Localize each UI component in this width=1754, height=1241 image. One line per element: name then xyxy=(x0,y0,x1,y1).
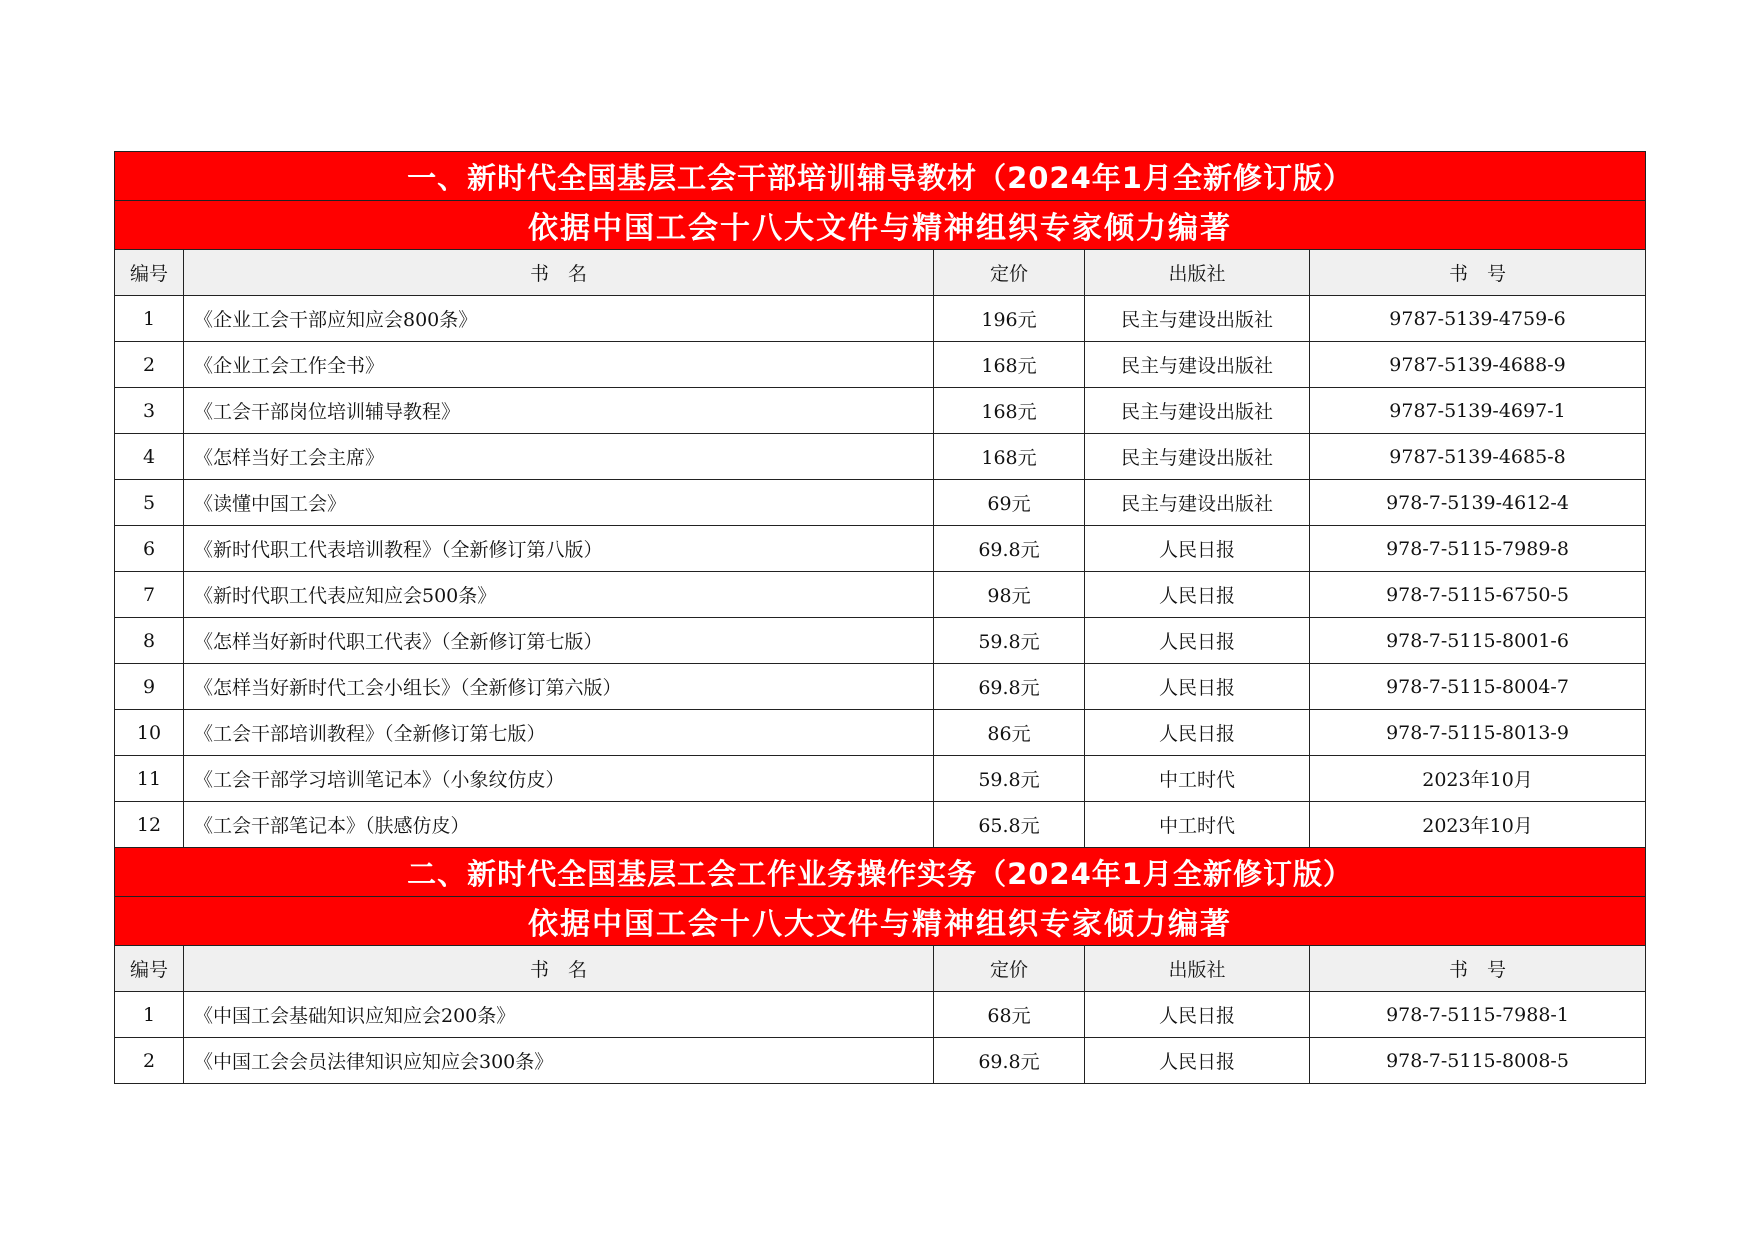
table-row xyxy=(115,802,1646,848)
cell-price: 68元 xyxy=(934,992,1085,1038)
cell-number: 9 xyxy=(115,664,184,710)
cell-number: 1 xyxy=(115,296,184,342)
table-row xyxy=(115,434,1646,480)
cell-isbn: 2023年10月 xyxy=(1310,802,1646,848)
table-row xyxy=(115,1038,1646,1084)
section-subtitle: 依据中国工会十八大文件与精神组织专家倾力编著 xyxy=(115,201,1646,250)
cell-number: 11 xyxy=(115,756,184,802)
cell-publisher: 人民日报 xyxy=(1085,664,1310,710)
cell-number: 7 xyxy=(115,572,184,618)
cell-number: 5 xyxy=(115,480,184,526)
cell-isbn: 2023年10月 xyxy=(1310,756,1646,802)
table-row xyxy=(115,710,1646,756)
column-header-row xyxy=(115,250,1646,296)
cell-book-title: 《工会干部岗位培训辅导教程》 xyxy=(184,388,934,434)
cell-publisher: 人民日报 xyxy=(1085,992,1310,1038)
cell-book-title: 《企业工会工作全书》 xyxy=(184,342,934,388)
table-row xyxy=(115,992,1646,1038)
table-row xyxy=(115,572,1646,618)
cell-price: 69.8元 xyxy=(934,1038,1085,1084)
cell-book-title: 《新时代职工代表应知应会500条》 xyxy=(184,572,934,618)
cell-price: 98元 xyxy=(934,572,1085,618)
header-number: 编号 xyxy=(115,946,184,992)
cell-isbn: 978-7-5115-8004-7 xyxy=(1310,664,1646,710)
cell-publisher: 民主与建设出版社 xyxy=(1085,480,1310,526)
table-row xyxy=(115,618,1646,664)
cell-isbn: 9787-5139-4685-8 xyxy=(1310,434,1646,480)
section-title-row xyxy=(115,848,1646,897)
cell-isbn: 978-7-5115-6750-5 xyxy=(1310,572,1646,618)
cell-isbn: 9787-5139-4697-1 xyxy=(1310,388,1646,434)
table-row xyxy=(115,342,1646,388)
cell-price: 86元 xyxy=(934,710,1085,756)
section-title: 一、新时代全国基层工会干部培训辅导教材（2024年1月全新修订版） xyxy=(115,152,1646,201)
cell-book-title: 《中国工会会员法律知识应知应会300条》 xyxy=(184,1038,934,1084)
table-row xyxy=(115,756,1646,802)
cell-book-title: 《新时代职工代表培训教程》（全新修订第八版） xyxy=(184,526,934,572)
header-price: 定价 xyxy=(934,250,1085,296)
table-row xyxy=(115,526,1646,572)
cell-book-title: 《工会干部培训教程》（全新修订第七版） xyxy=(184,710,934,756)
table-row xyxy=(115,388,1646,434)
cell-publisher: 中工时代 xyxy=(1085,802,1310,848)
cell-price: 69.8元 xyxy=(934,526,1085,572)
cell-number: 10 xyxy=(115,710,184,756)
cell-number: 1 xyxy=(115,992,184,1038)
cell-isbn: 978-7-5115-8001-6 xyxy=(1310,618,1646,664)
cell-price: 69.8元 xyxy=(934,664,1085,710)
cell-book-title: 《工会干部笔记本》（肤感仿皮） xyxy=(184,802,934,848)
table-row xyxy=(115,664,1646,710)
cell-book-title: 《怎样当好工会主席》 xyxy=(184,434,934,480)
cell-publisher: 人民日报 xyxy=(1085,710,1310,756)
header-publisher: 出版社 xyxy=(1085,946,1310,992)
cell-book-title: 《怎样当好新时代职工代表》（全新修订第七版） xyxy=(184,618,934,664)
cell-price: 196元 xyxy=(934,296,1085,342)
cell-price: 59.8元 xyxy=(934,756,1085,802)
section-subtitle-row xyxy=(115,897,1646,946)
table-row xyxy=(115,480,1646,526)
column-header-row xyxy=(115,946,1646,992)
cell-number: 2 xyxy=(115,1038,184,1084)
cell-number: 6 xyxy=(115,526,184,572)
cell-book-title: 《读懂中国工会》 xyxy=(184,480,934,526)
cell-isbn: 978-7-5115-8008-5 xyxy=(1310,1038,1646,1084)
header-publisher: 出版社 xyxy=(1085,250,1310,296)
cell-isbn: 978-7-5115-7989-8 xyxy=(1310,526,1646,572)
cell-number: 2 xyxy=(115,342,184,388)
cell-isbn: 978-7-5115-7988-1 xyxy=(1310,992,1646,1038)
table-row xyxy=(115,296,1646,342)
cell-price: 168元 xyxy=(934,434,1085,480)
cell-publisher: 民主与建设出版社 xyxy=(1085,342,1310,388)
cell-number: 4 xyxy=(115,434,184,480)
cell-isbn: 9787-5139-4688-9 xyxy=(1310,342,1646,388)
section-subtitle-row xyxy=(115,201,1646,250)
cell-publisher: 人民日报 xyxy=(1085,1038,1310,1084)
cell-number: 3 xyxy=(115,388,184,434)
cell-publisher: 民主与建设出版社 xyxy=(1085,296,1310,342)
cell-publisher: 中工时代 xyxy=(1085,756,1310,802)
section-title-row xyxy=(115,152,1646,201)
catalog-sheet xyxy=(114,151,1645,1084)
cell-publisher: 民主与建设出版社 xyxy=(1085,434,1310,480)
cell-publisher: 人民日报 xyxy=(1085,526,1310,572)
catalog-body xyxy=(115,152,1646,1084)
cell-price: 69元 xyxy=(934,480,1085,526)
cell-publisher: 人民日报 xyxy=(1085,572,1310,618)
cell-publisher: 民主与建设出版社 xyxy=(1085,388,1310,434)
cell-price: 59.8元 xyxy=(934,618,1085,664)
cell-isbn: 978-7-5115-8013-9 xyxy=(1310,710,1646,756)
cell-isbn: 978-7-5139-4612-4 xyxy=(1310,480,1646,526)
cell-price: 168元 xyxy=(934,342,1085,388)
cell-number: 12 xyxy=(115,802,184,848)
cell-book-title: 《企业工会干部应知应会800条》 xyxy=(184,296,934,342)
header-price: 定价 xyxy=(934,946,1085,992)
section-title: 二、新时代全国基层工会工作业务操作实务（2024年1月全新修订版） xyxy=(115,848,1646,897)
header-isbn: 书 号 xyxy=(1310,250,1646,296)
header-number: 编号 xyxy=(115,250,184,296)
cell-book-title: 《怎样当好新时代工会小组长》（全新修订第六版） xyxy=(184,664,934,710)
cell-publisher: 人民日报 xyxy=(1085,618,1310,664)
cell-isbn: 9787-5139-4759-6 xyxy=(1310,296,1646,342)
cell-price: 168元 xyxy=(934,388,1085,434)
cell-price: 65.8元 xyxy=(934,802,1085,848)
header-isbn: 书 号 xyxy=(1310,946,1646,992)
cell-number: 8 xyxy=(115,618,184,664)
section-subtitle: 依据中国工会十八大文件与精神组织专家倾力编著 xyxy=(115,897,1646,946)
cell-book-title: 《工会干部学习培训笔记本》（小象纹仿皮） xyxy=(184,756,934,802)
cell-book-title: 《中国工会基础知识应知应会200条》 xyxy=(184,992,934,1038)
book-catalog-table xyxy=(114,151,1646,1084)
header-book-title: 书 名 xyxy=(184,946,934,992)
header-book-title: 书 名 xyxy=(184,250,934,296)
